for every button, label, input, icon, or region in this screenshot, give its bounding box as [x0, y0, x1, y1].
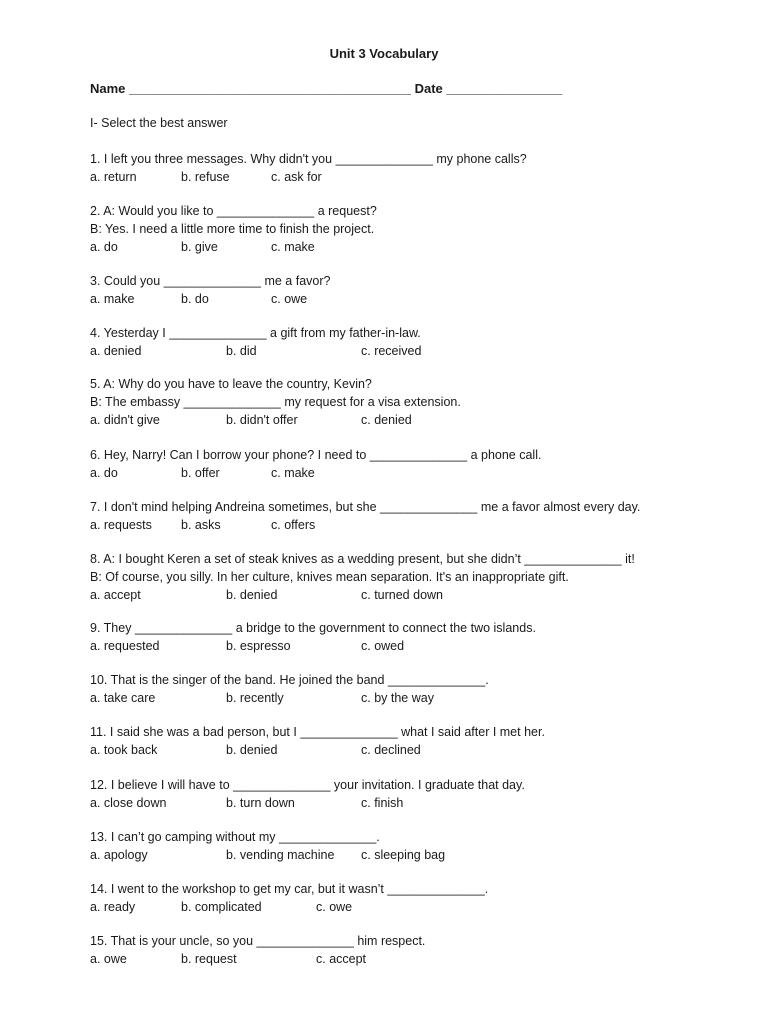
question-text-line-2: B: Of course, you silly. In her culture, knives mean separation. It's an inappropriate gift. — [90, 570, 569, 584]
option-a: a. return — [90, 170, 137, 184]
option-b: b. offer — [181, 466, 220, 480]
question-8 — [90, 550, 710, 604]
option-c: c. owe — [271, 292, 308, 306]
question-9 — [90, 619, 710, 655]
answer-options — [90, 290, 710, 308]
option-a: a. requested — [90, 639, 160, 653]
answer-options — [90, 637, 710, 655]
option-a: a. make — [90, 292, 135, 306]
question-text: 12. I believe I will have to ______________ your invitation. I graduate that day. — [90, 778, 525, 792]
question-10 — [90, 671, 710, 707]
question-14 — [90, 880, 710, 916]
option-a: a. didn't give — [90, 413, 160, 427]
answer-options — [90, 950, 710, 968]
question-text: 1. I left you three messages. Why didn't you ______________ my phone calls? — [90, 152, 527, 166]
option-c: c. received — [361, 344, 422, 358]
question-4 — [90, 324, 710, 360]
question-text: 7. I don't mind helping Andreina sometimes, but she ______________ me a favor almost every day. — [90, 500, 641, 514]
option-b: b. turn down — [226, 796, 295, 810]
option-c: c. accept — [316, 952, 367, 966]
option-c: c. sleeping bag — [361, 848, 446, 862]
option-c: c. denied — [361, 413, 412, 427]
answer-options — [90, 342, 710, 360]
question-text: 10. That is the singer of the band. He joined the band ______________. — [90, 673, 489, 687]
option-c: c. make — [271, 466, 315, 480]
question-text: 15. That is your uncle, so you ______________ him respect. — [90, 934, 426, 948]
question-text: 13. I can’t go camping without my ______________. — [90, 830, 380, 844]
question-text: 2. A: Would you like to ______________ a request? — [90, 204, 377, 218]
option-b: b. complicated — [181, 900, 262, 914]
answer-options — [90, 238, 710, 256]
option-c: c. by the way — [361, 691, 434, 705]
option-b: b. espresso — [226, 639, 291, 653]
option-b: b. recently — [226, 691, 284, 705]
option-c: c. declined — [361, 743, 421, 757]
question-text-line-2: B: The embassy ______________ my request for a visa extension. — [90, 395, 461, 409]
option-a: a. owe — [90, 952, 127, 966]
option-b: b. denied — [226, 588, 278, 602]
question-text-line-2: B: Yes. I need a little more time to finish the project. — [90, 222, 375, 236]
option-a: a. take care — [90, 691, 156, 705]
option-b: b. asks — [181, 518, 221, 532]
option-b: b. request — [181, 952, 237, 966]
question-1 — [90, 150, 710, 186]
option-a: a. apology — [90, 848, 148, 862]
answer-options — [90, 741, 710, 759]
option-c: c. owe — [316, 900, 353, 914]
option-b: b. do — [181, 292, 209, 306]
option-a: a. close down — [90, 796, 167, 810]
question-text: 8. A: I bought Keren a set of steak knives as a wedding present, but she didn’t ______________ it! — [90, 552, 635, 566]
option-a: a. do — [90, 466, 118, 480]
option-b: b. refuse — [181, 170, 230, 184]
question-2 — [90, 202, 710, 256]
option-a: a. took back — [90, 743, 158, 757]
question-text: 5. A: Why do you have to leave the country, Kevin? — [90, 377, 372, 391]
option-c: c. turned down — [361, 588, 443, 602]
question-12 — [90, 776, 710, 812]
answer-options — [90, 464, 710, 482]
option-a: a. denied — [90, 344, 142, 358]
option-c: c. offers — [271, 518, 316, 532]
answer-options — [90, 689, 710, 707]
answer-options — [90, 794, 710, 812]
option-c: c. finish — [361, 796, 404, 810]
answer-options — [90, 168, 710, 186]
answer-options — [90, 846, 710, 864]
option-b: b. vending machine — [226, 848, 335, 862]
page-title: Unit 3 Vocabulary — [329, 46, 439, 61]
question-text: 6. Hey, Narry! Can I borrow your phone? I need to ______________ a phone call. — [90, 448, 542, 462]
option-b: b. did — [226, 344, 257, 358]
name-date-line: Name _______________________________________ Date ________________ — [90, 81, 563, 96]
option-b: b. give — [181, 240, 218, 254]
question-5 — [90, 375, 710, 429]
option-a: a. ready — [90, 900, 136, 914]
question-text: 14. I went to the workshop to get my car, but it wasn’t ______________. — [90, 882, 489, 896]
question-15 — [90, 932, 710, 968]
option-b: b. denied — [226, 743, 278, 757]
answer-options — [90, 898, 710, 916]
option-c: c. make — [271, 240, 315, 254]
option-a: a. requests — [90, 518, 152, 532]
question-3 — [90, 272, 710, 308]
question-text: 9. They ______________ a bridge to the government to connect the two islands. — [90, 621, 536, 635]
answer-options — [90, 586, 710, 604]
option-c: c. owed — [361, 639, 405, 653]
question-13 — [90, 828, 710, 864]
question-text: 3. Could you ______________ me a favor? — [90, 274, 331, 288]
question-7 — [90, 498, 710, 534]
option-a: a. do — [90, 240, 118, 254]
answer-options — [90, 411, 710, 429]
option-b: b. didn't offer — [226, 413, 298, 427]
section-instruction: I- Select the best answer — [90, 116, 228, 130]
question-text: 11. I said she was a bad person, but I ______________ what I said after I met her. — [90, 725, 545, 739]
option-a: a. accept — [90, 588, 141, 602]
answer-options — [90, 516, 710, 534]
question-11 — [90, 723, 710, 759]
option-c: c. ask for — [271, 170, 322, 184]
question-6 — [90, 446, 710, 482]
question-text: 4. Yesterday I ______________ a gift from my father-in-law. — [90, 326, 421, 340]
